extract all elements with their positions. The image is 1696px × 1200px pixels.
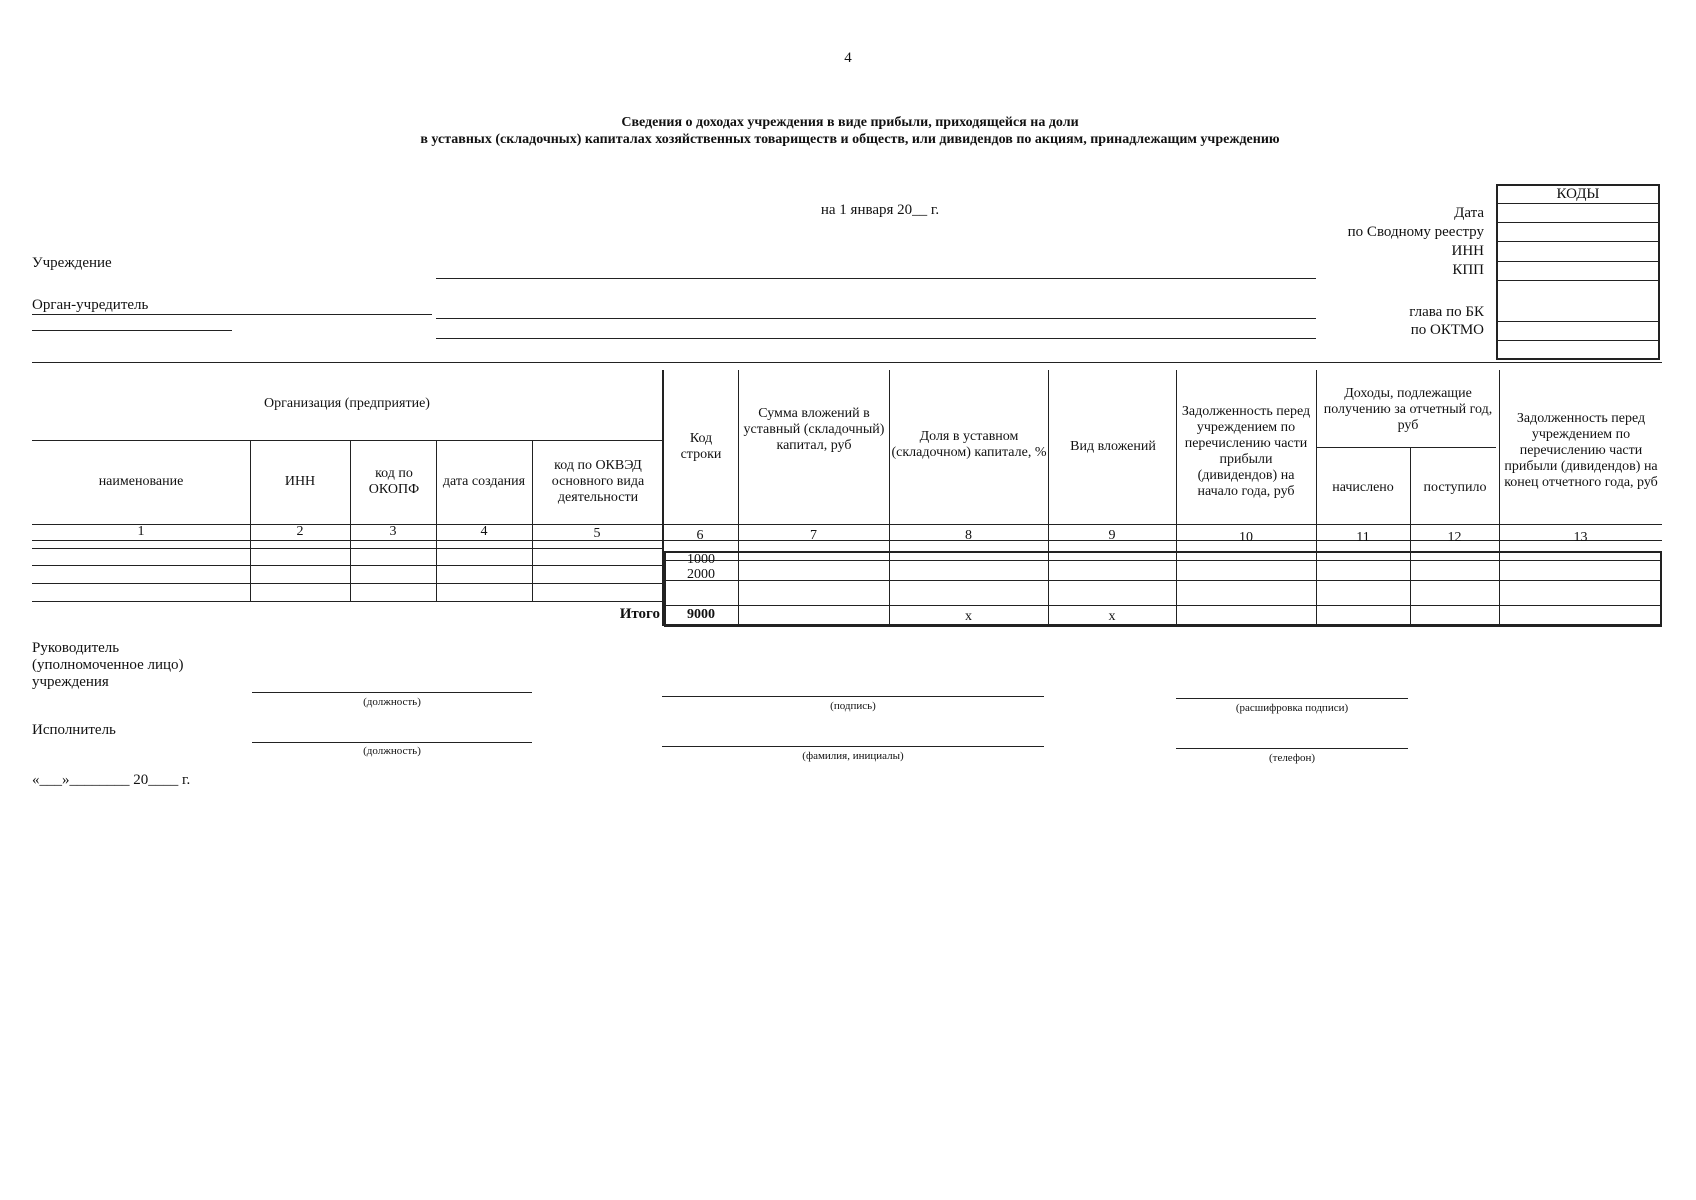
header-share: Доля в уставном (складочном) капитале, %	[891, 429, 1047, 460]
executor-label: Исполнитель	[32, 722, 116, 738]
head-label-1: Руководитель	[32, 640, 120, 656]
head-label-2: (уполномоченное лицо)	[32, 657, 184, 673]
codes-box	[1496, 184, 1660, 360]
header-okved: код по ОКВЭД основного вида деятельности	[551, 458, 645, 505]
institution-line	[436, 278, 1316, 279]
executor-name-caption: (фамилия, инициалы)	[802, 750, 904, 762]
header-received: поступило	[1423, 480, 1487, 495]
report-date: на 1 января 20__ г.	[820, 202, 940, 218]
col-number: 4	[480, 524, 488, 539]
code-label-oktmo: по ОКТМО	[1410, 322, 1484, 338]
head-signature-caption: (подпись)	[830, 700, 876, 712]
head-position-line	[252, 692, 532, 693]
header-org: Организация (предприятие)	[264, 396, 430, 411]
founder-line	[436, 318, 1316, 319]
col-number: 3	[389, 524, 397, 539]
col-number: 6	[696, 528, 704, 543]
head-signature-line	[662, 696, 1044, 697]
code-label-registry: по Сводному реестру	[1347, 224, 1484, 240]
header-type: Вид вложений	[1070, 439, 1156, 454]
signature-date: «___»________ 20____ г.	[32, 772, 191, 788]
col-number: 9	[1108, 528, 1116, 543]
head-decoding-line	[1176, 698, 1408, 699]
header-line-code: Код строки	[680, 431, 722, 462]
col-number: 8	[965, 528, 972, 543]
head-decoding-caption: (расшифровка подписи)	[1235, 702, 1349, 714]
executor-name-line	[662, 746, 1044, 747]
founder-line-left	[32, 314, 432, 315]
col-number: 10	[1239, 530, 1253, 545]
total-type-x: х	[1108, 609, 1116, 624]
form-title-line-2: в уставных (складочных) капиталах хозяйственных товариществ и обществ, или дивидендов по акциям, принадлежащим учреждению	[420, 132, 1280, 147]
executor-phone-line	[1176, 748, 1408, 749]
founder-line-short	[32, 330, 232, 331]
executor-position-caption: (должность)	[363, 745, 421, 757]
code-label-inn: ИНН	[1451, 243, 1484, 259]
col-number: 1	[137, 524, 145, 539]
col-number: 11	[1356, 530, 1370, 545]
code-label-kpp: КПП	[1452, 262, 1484, 278]
col-number: 13	[1573, 530, 1588, 545]
codes-header: КОДЫ	[1556, 186, 1600, 202]
code-label-bk: глава по БК	[1409, 304, 1484, 320]
form-title-line-1: Сведения о доходах учреждения в виде прибыли, приходящейся на доли	[621, 115, 1079, 130]
header-debt-end: Задолженность перед учреждением по перечислению части прибыли (дивидендов) на конец отчетного года, руб	[1504, 411, 1658, 490]
header-accrued: начислено	[1332, 480, 1394, 495]
head-label-3: учреждения	[32, 674, 109, 690]
institution-label: Учреждение	[32, 255, 112, 271]
col-number: 7	[810, 528, 817, 543]
code-label-date: Дата	[1454, 205, 1484, 221]
total-label: Итого	[619, 606, 660, 622]
header-okopf: код по ОКОПФ	[368, 466, 420, 497]
total-share-x: х	[965, 609, 972, 624]
executor-phone-caption: (телефон)	[1268, 752, 1316, 764]
header-created: дата создания	[442, 474, 526, 489]
founder-line-2	[436, 338, 1316, 339]
header-debt-start: Задолженность перед учреждением по перечислению части прибыли (дивидендов) на начало года, руб	[1181, 404, 1311, 499]
executor-position-line	[252, 742, 532, 743]
header-inn: ИНН	[284, 474, 316, 489]
col-number: 12	[1447, 530, 1462, 545]
col-number: 2	[296, 524, 304, 539]
page-number: 4	[844, 50, 852, 66]
founder-label: Орган-учредитель	[32, 297, 149, 313]
header-investment: Сумма вложений в уставный (складочный) капитал, руб	[743, 406, 885, 453]
header-income: Доходы, подлежащие получению за отчетный год, руб	[1323, 386, 1493, 433]
row-code-2000: 2000	[687, 567, 715, 582]
head-position-caption: (должность)	[363, 696, 421, 708]
row-code-1000: 1000	[687, 552, 715, 567]
col-number: 5	[593, 526, 601, 541]
header-name: наименование	[98, 474, 184, 489]
total-code: 9000	[687, 607, 715, 622]
